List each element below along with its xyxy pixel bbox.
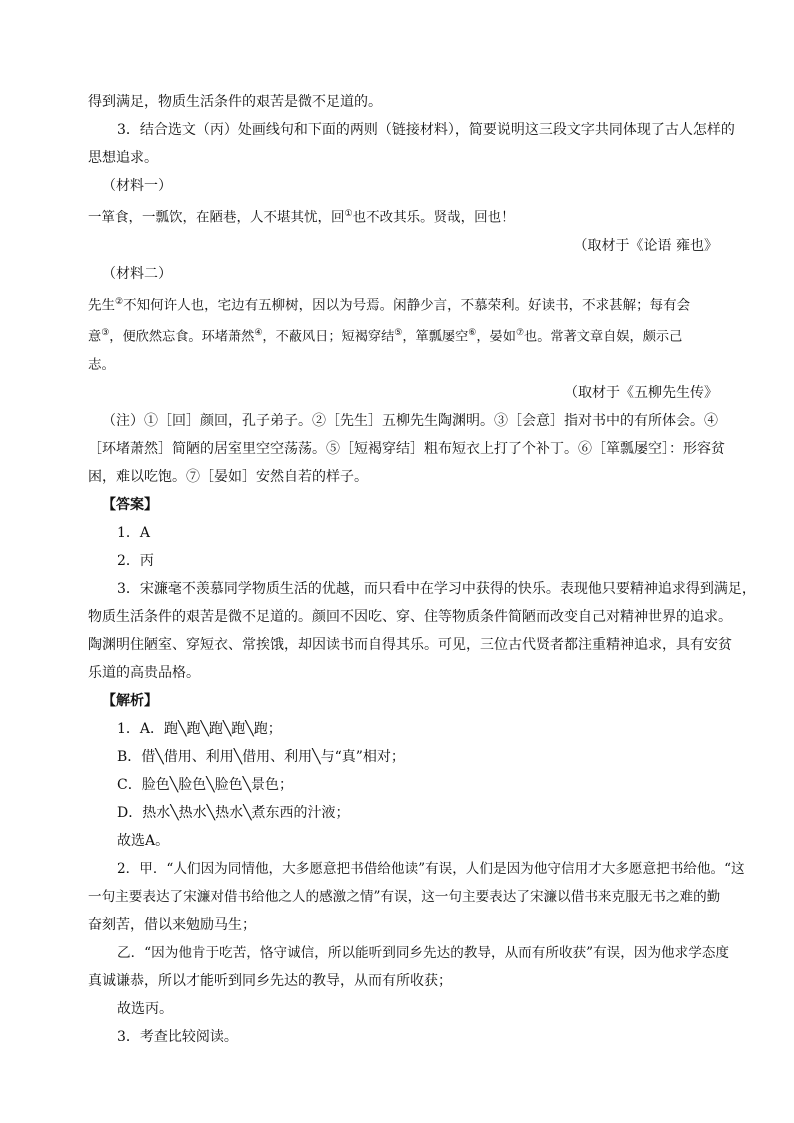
analysis-heading: 【解析】 [102,693,158,710]
note-mark: ⑦ [515,328,525,338]
analysis-2-cont: 一句主要表达了宋濂对借书给他之人的感激之情”有误，这一句主要表达了宋濂以借书来克服无书之难的勤 [88,889,721,906]
answer-3: 3．宋濂毫不羡慕同学物质生活的优越，而只看中在学习中获得的快乐。表现他只要精神追求得到满足， [117,581,756,598]
analysis-item: D．热水╲热水╲热水╲煮东西的汁液； [117,805,350,822]
answer-2: 2．丙 [117,553,154,570]
note-mark: ④ [254,328,263,338]
note-mark: ⑤ [394,328,403,338]
material-2-line: 意③，便欣然忘食。环堵萧然④，不蔽风日；短褐穿结⑤，箪瓢屡空⑥，晏如⑦也。常著文章自娱，颇示己 [88,328,683,345]
material-1-title: （材料一） [102,178,172,194]
analysis-2-yi-cont: 真诚谦恭，所以才能听到同乡先达的教导，从而有所收获； [88,973,452,990]
note-mark: ③ [101,328,110,338]
analysis-end: 3．考查比较阅读。 [117,1029,238,1046]
material-2-title: （材料二） [102,265,172,282]
material-2-line: 先生②不知何许人也，宅边有五柳树，因以为号焉。闲静少言，不慕荣利。好读书，不求甚解；每有会 [88,296,691,313]
material-2-line: 志。 [88,357,115,374]
answer-heading: 【答案】 [102,497,158,514]
document-page [88,88,756,1051]
analysis-2-yi: 乙．“因为他肯于吃苦，恪守诚信，所以能听到同乡先达的教导，从而有所收获”有误，因为他求学态度 [117,945,730,962]
question-3: 3．结合选文（丙）处画线句和下面的两则（链接材料），简要说明这三段文字共同体现了古人怎样的 [117,122,735,138]
analysis-end: 故选丙。 [117,1001,173,1018]
analysis-item: 1．A．跑╲跑╲跑╲跑╲跑； [117,721,282,738]
analysis-item: B．借╲借用、利用╲借用、利用╲与“真”相对； [117,749,405,766]
notes-line: （注）①［回］颜回，孔子弟子。②［先生］五柳先生陶渊明。③［会意］指对书中的有所体会。④ [102,413,718,430]
note-mark: ⑥ [468,328,477,338]
note-mark: ① [344,209,353,219]
note-mark: ② [115,296,124,307]
material-2-source: （取材于《五柳先生传》 [564,385,718,402]
notes-line: 困，难以吃饱。⑦［晏如］安然自若的样子。 [88,469,368,486]
answer-3-cont: 乐道的高贵品格。 [88,665,200,682]
answer-3-cont: 陶渊明住陋室、穿短衣、常挨饿，却因读书而自得其乐。可见，三位古代贤者都注重精神追求，具有安贫 [88,637,732,654]
material-1-text: 一箪食，一瓢饮，在陋巷，人不堪其忧，回①也不改其乐。贤哉，回也！ [88,209,515,226]
analysis-item: 故选A。 [117,833,170,850]
analysis-2: 2．甲．“人们因为同情他，大多愿意把书借给他读”有误，人们是因为他守信用才大多愿意把书给他。“这 [117,861,745,878]
text-line: 得到满足，物质生活条件的艰苦是微不足道的。 [88,94,382,110]
text-line: 思想追求。 [88,150,158,166]
notes-line: ［环堵萧然］简陋的居室里空空荡荡。⑤［短褐穿结］粗布短衣上打了个补丁。⑥［箪瓢屡空］：形容贫 [88,441,725,458]
analysis-2-cont: 奋刻苦，借以来勉励马生； [88,917,256,934]
material-1-source: （取材于《论语 雍也》 [573,237,718,254]
answer-3-cont: 物质生活条件的艰苦是微不足道的。颜回不因吃、穿、住等物质条件简陋而改变自己对精神世界的追求。 [88,609,732,626]
answer-1: 1．A [117,525,151,542]
analysis-item: C．脸色╲脸色╲脸色╲景色； [117,777,293,794]
